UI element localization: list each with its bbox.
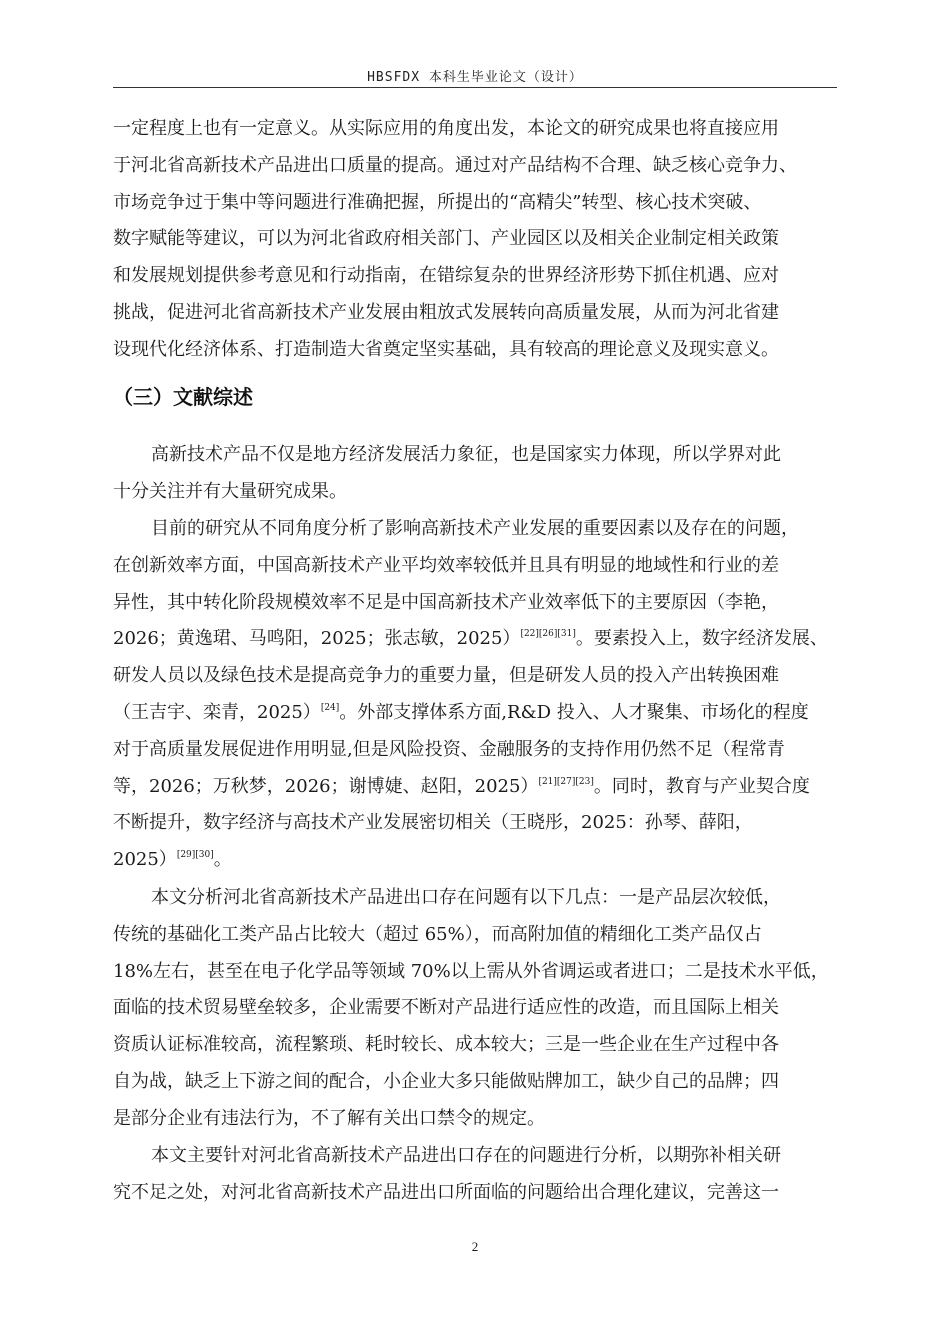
text-line: 研发人员以及绿色技术是提高竞争力的重要力量，但是研发人员的投入产出转换困难 (113, 665, 779, 687)
text-line: 高新技术产品不仅是地方经济发展活力象征，也是国家实力体现，所以学界对此 (151, 444, 781, 465)
text-line: 目前的研究从不同角度分析了影响高新技术产业发展的重要因素以及存在的问题， (151, 518, 799, 539)
text-line: 自为战，缺乏上下游之间的配合，小企业大多只能做贴牌加工，缺少自己的品牌；四 (113, 1070, 779, 1092)
paragraph-intro (113, 437, 837, 511)
text-line (113, 769, 837, 806)
reference-marker: [24] (320, 702, 340, 713)
paragraph-problems (113, 880, 837, 1138)
text-line (113, 621, 837, 658)
citation-text: 2025） (113, 849, 177, 871)
text-line: 传统的基础化工类产品占比较大（超过 65%），而高附加值的精细化工类产品仅占 (113, 923, 762, 945)
reference-marker: [21][27][23] (538, 776, 594, 787)
text-line (113, 695, 837, 732)
reference-marker: [29][30] (176, 850, 214, 861)
text-segment: 。要素投入上，数字经济发展、 (575, 628, 828, 650)
section-heading-literature-review: （三）文献综述 (113, 385, 253, 409)
page-header-title: HBSFDX 本科生毕业论文（设计） (367, 70, 583, 85)
text-line: 一定程度上也有一定意义。从实际应用的角度出发，本论文的研究成果也将直接应用 (113, 118, 779, 139)
text-line: 面临的技术贸易壁垒较多，企业需要不断对产品进行适应性的改造，而且国际上相关 (113, 997, 779, 1019)
text-line (113, 842, 837, 879)
text-line: 资质认证标准较高，流程繁琐、耗时较长、成本较大；三是一些企业在生产过程中各 (113, 1034, 779, 1056)
text-segment: 。 (213, 849, 232, 871)
page-number: 2 (471, 1239, 479, 1254)
text-line: 在创新效率方面，中国高新技术产业平均效率较低并且具有明显的地域性和行业的差 (113, 554, 779, 576)
citation-text: （王吉宇、栾青，2025） (113, 701, 321, 723)
paragraph-current-research (113, 511, 837, 879)
reference-marker: [22][26][31] (520, 629, 576, 640)
text-line: 异性，其中转化阶段规模效率不足是中国高新技术产业效率低下的主要原因（李艳， (113, 591, 779, 613)
text-segment: 。同时，教育与产业契合度 (593, 775, 810, 797)
text-segment: 。外部支撑体系方面,R&D 投入、人才聚集、市场化的程度 (339, 701, 809, 723)
header-divider (113, 87, 837, 88)
text-line: 本文分析河北省高新技术产品进出口存在问题有以下几点：一是产品层次较低， (151, 887, 781, 908)
text-line: 不断提升，数字经济与高技术产业发展密切相关（王晓彤，2025：孙琴、薛阳， (113, 812, 753, 834)
paragraph-research-significance (113, 111, 837, 369)
text-line: 数字赋能等建议，可以为河北省政府相关部门、产业园区以及相关企业制定相关政策 (113, 228, 779, 250)
text-line: 究不足之处，对河北省高新技术产品进出口所面临的问题给出合理化建议，完善这一 (113, 1181, 779, 1203)
text-line: 和发展规划提供参考意见和行动指南，在错综复杂的世界经济形势下抓住机遇、应对 (113, 265, 779, 287)
text-line: 是部分企业有违法行为，不了解有关出口禁令的规定。 (113, 1107, 545, 1129)
text-line: 于河北省高新技术产品进出口质量的提高。通过对产品结构不合理、缺乏核心竞争力、 (113, 154, 797, 176)
text-line: 本文主要针对河北省高新技术产品进出口存在的问题进行分析，以期弥补相关研 (151, 1145, 781, 1166)
citation-text: 2026；黄逸珺、马鸣阳，2025；张志敏，2025） (113, 628, 521, 650)
paragraph-objective (113, 1138, 837, 1212)
text-line: 设现代化经济体系、打造制造大省奠定坚实基础，具有较高的理论意义及现实意义。 (113, 338, 779, 360)
text-line: 挑战，促进河北省高新技术产业发展由粗放式发展转向高质量发展，从而为河北省建 (113, 301, 779, 323)
text-line: 十分关注并有大量研究成果。 (113, 480, 347, 502)
text-line: 对于高质量发展促进作用明显,但是风险投资、金融服务的支持作用仍然不足（程常青 (113, 738, 785, 760)
text-line: 市场竞争过于集中等问题进行准确把握，所提出的“高精尖”转型、核心技术突破、 (113, 191, 762, 213)
text-line: 18%左右，甚至在电子化学品等领域 70%以上需从外省调运或者进口；二是技术水平低， (113, 960, 829, 982)
citation-text: 等，2026；万秋梦，2026；谢博婕、赵阳，2025） (113, 775, 539, 797)
